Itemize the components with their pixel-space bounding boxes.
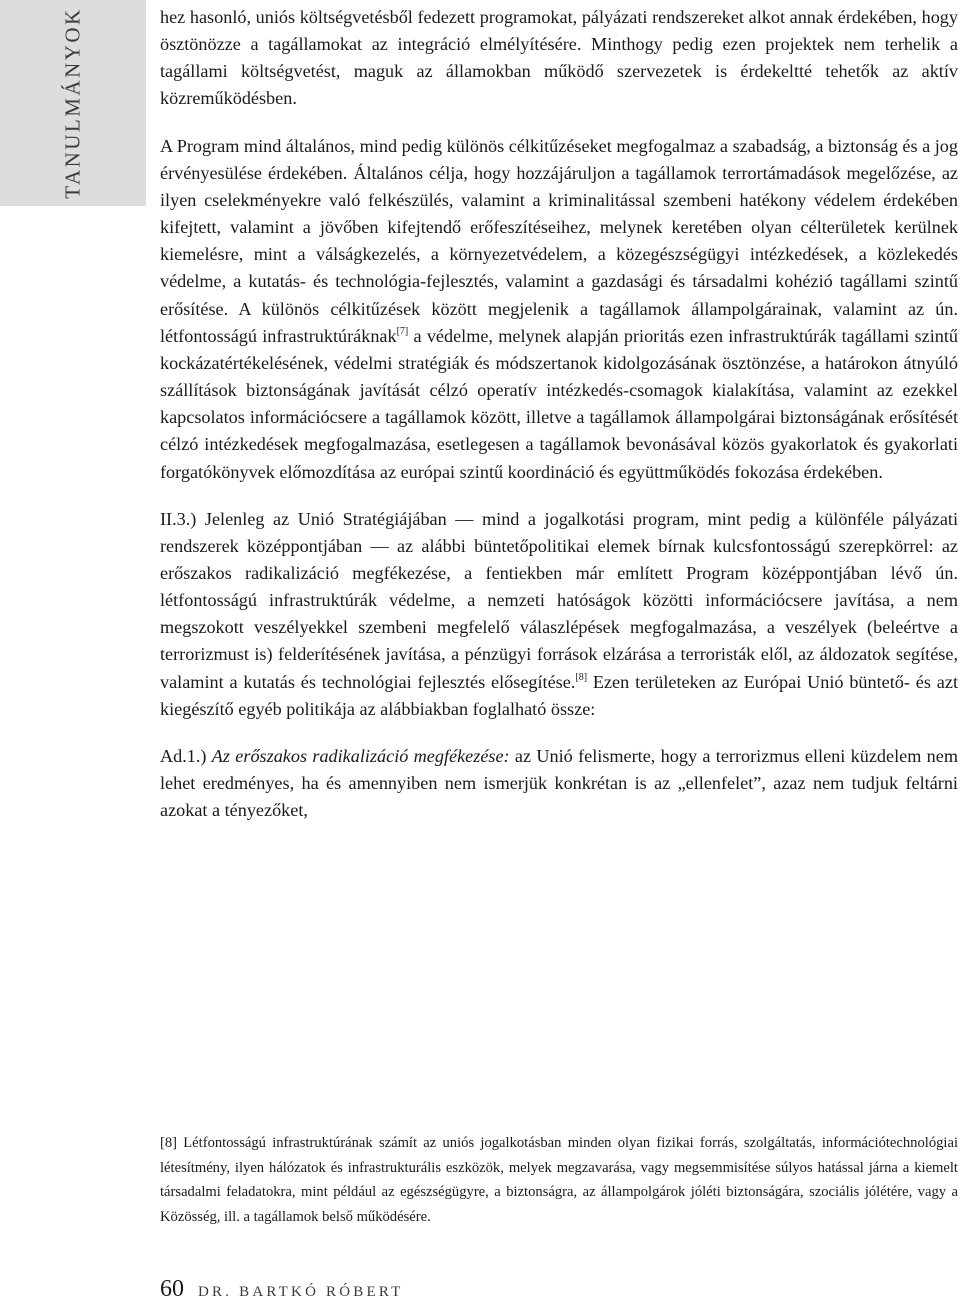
paragraph-1: hez hasonló, uniós költségvetésből fedezett programokat, pályázati rendszereket alkot annak érdekében, hogy ösztönözze a tagállamokat az integráció elmélyítésére. Minthogy pedig ezen projektek nem terhelik a tagállami költségvetést, maguk az államokban működő szervezetek is érdekeltté tehetők az aktív közreműködésben. xyxy=(160,7,958,109)
paragraph-4-prefix: Ad.1.) xyxy=(160,745,212,766)
paragraph-4 xyxy=(160,743,958,824)
paragraph-3-text-a: II.3.) Jelenleg az Unió Stratégiájában — mind a jogalkotási program, mint pedig a különféle pályázati rendszerek középpontjában — az alábbi büntetőpolitikai elemek bírnak kulcsfontosságú szerepkörrel: az erőszakos radikalizáció megfékezése, a fentiekben már említett Program középpontjában lévő ún. létfontosságú infrastruktúrák védelme, a nemzeti hatóságok közötti információcsere javítása, a nem megszokott veszélyekkel szembeni megfelelő válaszlépések megfogalmazása, a veszélyek (beleértve a terrorizmust is) felderítésének javítása, a pénzügyi források elzárása a terroristák elől, az áldozatok segítése, valamint a kutatás és technológiai fejlesztés elősegítése. xyxy=(160,508,958,692)
footnote-ref-8: [8] xyxy=(575,671,588,683)
footnote-ref-7: [7] xyxy=(396,325,409,337)
footnote-8: [8] Létfontosságú infrastruktúrának számít az uniós jogalkotásban minden olyan fizikai forrás, szolgáltatás, információtechnológiai létesítmény, ilyen hálózatok és infrastrukturális eszközök, melyek megzavarása, vagy megsemmisítése súlyos hatással járna a kiemelt társadalmi feladatokra, mint például az egészségügyre, a biztonságra, az állampolgárok jóléti biztonságára, szociális jólétére, vagy a Közösség, ill. a tagállamok belső működésére. xyxy=(160,1135,958,1225)
paragraph-3 xyxy=(160,506,958,723)
article-body xyxy=(160,4,958,844)
section-label: TANULMÁNYOK xyxy=(60,7,85,199)
author-name: DR. BARTKÓ RÓBERT xyxy=(198,1284,404,1300)
page-number: 60 xyxy=(160,1276,184,1302)
paragraph-3-text-b: Ezen területeken az Európai Unió büntető- és azt kiegészítő egyéb politikája az alábbiakban foglalható össze: xyxy=(160,671,958,719)
paragraph-2-text-b: a védelme, melynek alapján prioritás ezen infrastruktúrák tagállami szintű kockázatértékelésének, védelmi stratégiák és módszertanok kidolgozásának ösztönzése, a határokon átnyúló szállítások biztonságának javítását célzó operatív intézkedés-csomagok kialakítása, valamint az ezekkel kapcsolatos információcsere a tagállamok között, illetve a tagállamok állampolgárai biztonságának erősítését célzó intézkedések megfogalmazása, esetlegesen a tagállamok bevonásával közös gyakorlatok és gyakorlati forgatókönyvek előmozdítása az európai szintű koordináció és együttműködés fokozása érdekében. xyxy=(160,325,958,482)
paragraph-4-text: az Unió felismerte, hogy a terrorizmus elleni küzdelem nem lehet eredményes, ha és amennyiben nem ismerjük konkrétan is az „ellenfelet”, azaz nem tudjuk feltárni azokat a tényezőket, xyxy=(160,745,958,821)
paragraph-2 xyxy=(160,133,958,486)
section-tab xyxy=(0,0,146,206)
paragraph-2-text-a: A Program mind általános, mind pedig különös célkitűzéseket megfogalmaz a szabadság, a biztonság és a jog érvényesülése érdekében. Általános célja, hogy hozzájáruljon a tagállamok terrortámadások megelőzése, az ilyen cselekményekre való felkészülés, valamint a kriminalitással szembeni hatékony védelem érdekében kifejtett, valamint a jövőben kifejtendő erőfeszítéseihez, melynek keretében olyan célterületek kerülnek kiemelésre, mint a válságkezelés, a környezetvédelem, a közegészségügyi intézkedések, a közlekedés védelme, a kutatás- és technológia-fejlesztés, valamint a gazdasági és társadalmi kohézió tagállami szintű erősítése. A különös célkitűzések között megjelenik a tagállamok állampolgárainak, valamint az ún. létfontosságú infrastruktúráknak xyxy=(160,135,958,346)
paragraph-4-italic: Az erőszakos radikalizáció megfékezése: xyxy=(211,745,510,766)
